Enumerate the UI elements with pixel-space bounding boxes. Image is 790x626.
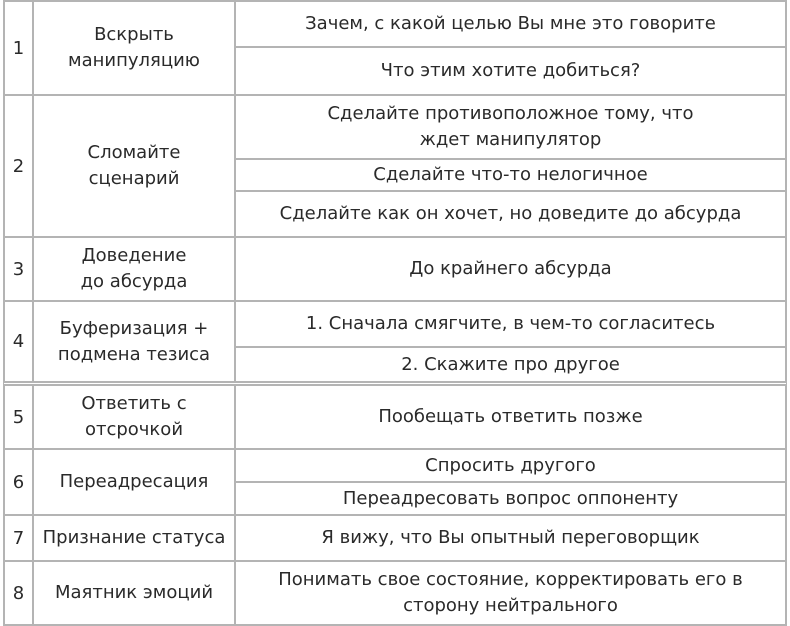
technique-actions [236,516,785,560]
row-number: 7 [5,516,34,560]
technique-actions [236,450,785,514]
action-cell: Спросить другого [236,450,785,483]
action-cell: Пообещать ответить позже [378,406,643,427]
technique-name: Маятник эмоций [34,562,236,624]
row-number: 4 [5,302,34,381]
action-cell: Сделайте что-то нелогичное [236,160,785,192]
technique-actions [236,302,785,381]
table-row-6 [3,450,787,516]
row-number: 3 [5,238,34,300]
action-cell: Я вижу, что Вы опытный переговорщик [321,527,700,548]
table-row-8 [3,562,787,626]
action-cell: Сделайте как он хочет, но доведите до абсурда [279,203,742,224]
technique-actions [236,238,785,300]
action-cell: Зачем, с какой целью Вы мне это говорите [236,2,785,48]
table-row-4 [3,302,787,386]
action-cell: 1. Сначала смягчите, в чем-то согласитесь [236,302,785,348]
techniques-table [3,0,787,626]
technique-name: Буферизация + подмена тезиса [34,302,236,381]
technique-actions [236,2,785,94]
table-row-2 [3,96,787,238]
technique-name: Ответить с отсрочкой [34,386,236,448]
row-number: 6 [5,450,34,514]
table-row-1 [3,0,787,96]
action-cell: Сделайте противоположное тому, что ждет манипулятор [236,96,785,160]
technique-name: Доведение до абсурда [34,238,236,300]
technique-actions [236,386,785,448]
technique-name: Вскрыть манипуляцию [34,2,236,94]
technique-actions [236,562,785,624]
action-cell: 2. Скажите про другое [401,353,620,375]
technique-name: Признание статуса [34,516,236,560]
row-number: 1 [5,2,34,94]
technique-name: Переадресация [34,450,236,514]
technique-actions [236,96,785,236]
table-row-7 [3,516,787,562]
table-row-5 [3,386,787,450]
row-number: 8 [5,562,34,624]
row-number: 5 [5,386,34,448]
action-cell: Что этим хотите добиться? [380,60,641,81]
technique-name: Сломайте сценарий [34,96,236,236]
action-cell: Переадресовать вопрос оппоненту [342,487,679,509]
action-cell: Понимать свое состояние, корректировать его в сторону нейтрального [278,569,743,616]
table-row-3 [3,238,787,302]
row-number: 2 [5,96,34,236]
action-cell: До крайнего абсурда [409,258,612,279]
